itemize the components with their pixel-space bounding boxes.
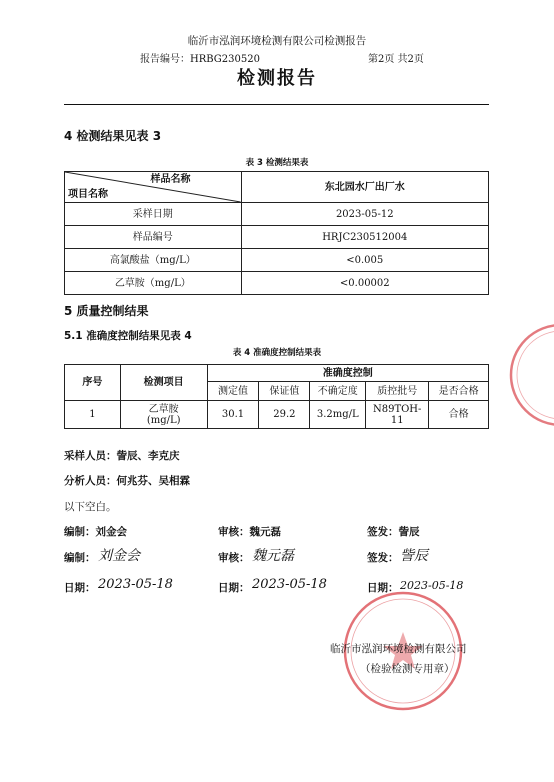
row-label: 乙草胺（mg/L） <box>65 272 242 295</box>
cell-seq: 1 <box>65 401 121 429</box>
date-value-1: 2023-05-18 <box>98 577 173 592</box>
section5-1-heading: 5.1 准确度控制结果见表 4 <box>64 330 192 342</box>
compiler-label: 编制： <box>64 552 96 564</box>
row-value: <0.00002 <box>241 272 488 295</box>
group-header: 准确度控制 <box>207 365 488 382</box>
reviewer-printed: 审核：魏元磊 <box>218 526 281 538</box>
row-label: 高氯酸盐（mg/L） <box>65 249 242 272</box>
row-value: 2023-05-12 <box>241 203 488 226</box>
compiler-signature: 刘金会 <box>98 548 140 564</box>
col-measured: 测定值 <box>207 382 259 401</box>
col-batch: 质控批号 <box>366 382 429 401</box>
partial-seal <box>503 320 554 430</box>
date-label-3: 日期： <box>367 582 399 594</box>
cell-batch <box>366 401 429 429</box>
cell-item-line1: 乙草胺 <box>148 403 179 415</box>
section5-heading: 5 质量控制结果 <box>64 304 149 318</box>
sample-name-cell: 东北园水厂出厂水 <box>241 172 488 203</box>
corner-label-item: 项目名称 <box>68 189 108 200</box>
issuer-printed: 签发：訾辰 <box>367 526 420 538</box>
cell-measured: 30.1 <box>207 401 259 429</box>
table-row <box>65 249 489 272</box>
table-row <box>65 226 489 249</box>
stamp-purpose: （检验检测专用章） <box>360 663 455 675</box>
issuer-signature: 訾辰 <box>400 548 428 564</box>
section4-heading: 4 检测结果见表 3 <box>64 129 162 143</box>
date-label-2: 日期： <box>218 582 250 594</box>
blank-note: 以下空白。 <box>64 501 117 513</box>
results-table <box>64 171 489 295</box>
reviewer-label: 审核： <box>218 552 250 564</box>
row-value: <0.005 <box>241 249 488 272</box>
date-label-1: 日期： <box>64 582 96 594</box>
table-row <box>65 203 489 226</box>
report-number: 报告编号：HRBG230520 <box>140 54 260 65</box>
table-row <box>65 401 489 429</box>
corner-label-sample: 样品名称 <box>150 174 191 185</box>
cell-uncertainty: 3.2mg/L <box>310 401 366 429</box>
col-uncertainty: 不确定度 <box>310 382 366 401</box>
cell-batch-line2: 11 <box>390 414 404 426</box>
col-pass: 是否合格 <box>429 382 489 401</box>
qc-table <box>64 364 489 429</box>
stamp-company-name: 临沂市泓润环境检测有限公司 <box>330 643 467 655</box>
row-label: 样品编号 <box>65 226 242 249</box>
samplers-line: 采样人员：訾辰、李克庆 <box>64 450 180 462</box>
table-row <box>65 272 489 295</box>
cell-item-line2: (mg/L) <box>146 414 181 426</box>
row-label: 采样日期 <box>65 203 242 226</box>
reviewer-signature: 魏元磊 <box>252 548 294 564</box>
table-header-row <box>65 365 489 382</box>
date-value-3: 2023-05-18 <box>400 579 464 592</box>
table-header-row <box>65 172 489 203</box>
page-info: 第2页 共2页 <box>368 54 424 65</box>
row-value: HRJC230512004 <box>241 226 488 249</box>
col-item-header: 检测项目 <box>120 365 207 401</box>
cell-pass: 合格 <box>429 401 489 429</box>
cell-batch-line1: N89TOH- <box>372 403 422 415</box>
compiler-printed: 编制：刘金会 <box>64 526 127 538</box>
col-seq-header: 序号 <box>65 365 121 401</box>
analysts-line: 分析人员：何兆芬、吴相霖 <box>64 475 190 487</box>
header-divider <box>64 104 489 105</box>
header-company-report: 临沂市泓润环境检测有限公司检测报告 <box>187 35 367 47</box>
col-certified: 保证值 <box>259 382 310 401</box>
date-value-2: 2023-05-18 <box>252 577 327 592</box>
diagonal-header-cell <box>65 172 242 203</box>
page-title: 检测报告 <box>237 68 317 89</box>
cell-item <box>120 401 207 429</box>
table4-caption: 表 4 准确度控制结果表 <box>232 348 322 358</box>
table3-caption: 表 3 检测结果表 <box>245 158 309 168</box>
issuer-label: 签发： <box>367 552 399 564</box>
cell-certified: 29.2 <box>259 401 310 429</box>
